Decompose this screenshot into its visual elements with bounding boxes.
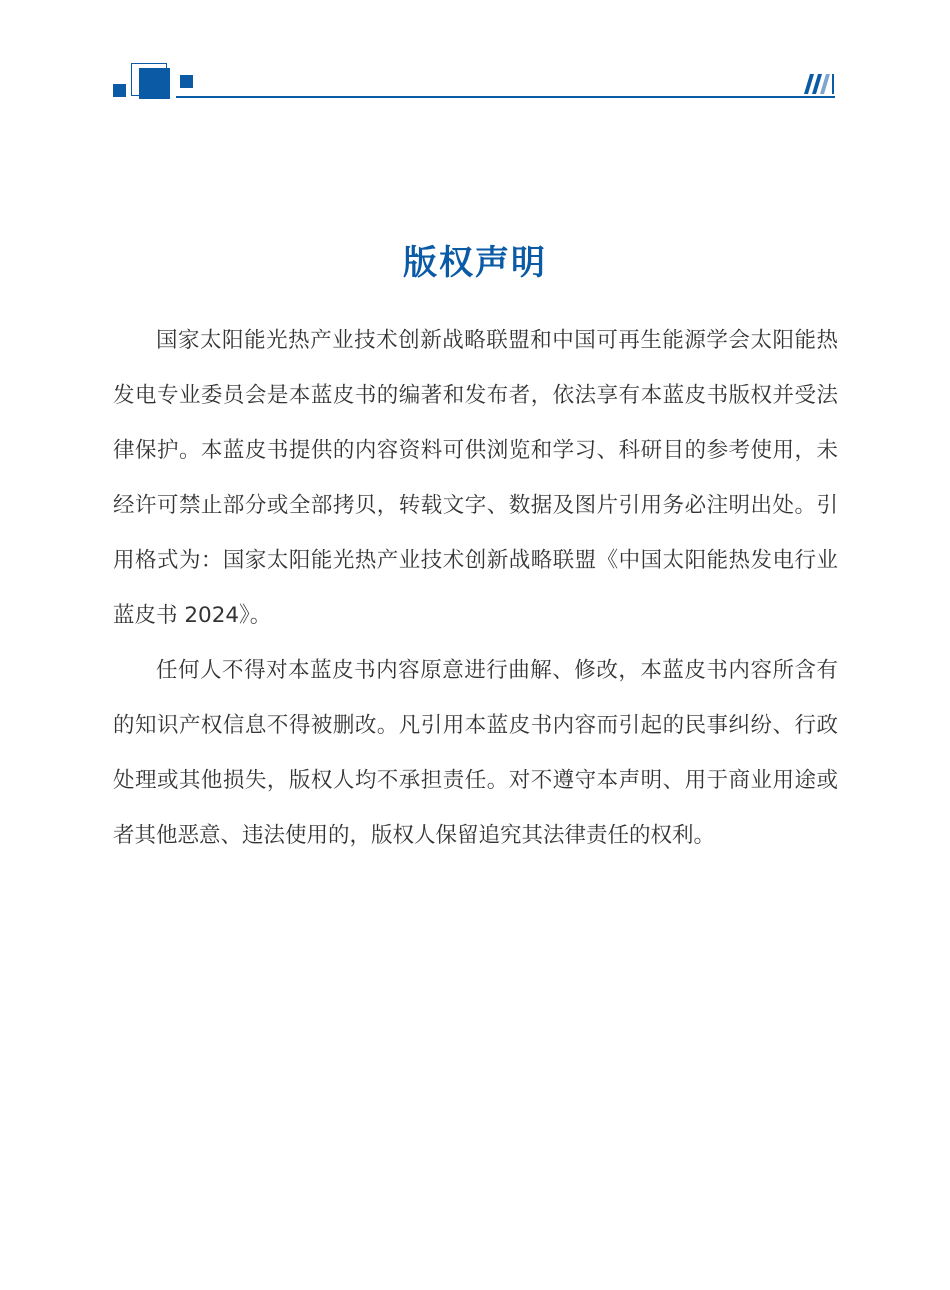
paragraph-1: 国家太阳能光热产业技术创新战略联盟和中国可再生能源学会太阳能热发电专业委员会是本蓝皮书的编著和发布者，依法享有本蓝皮书版权并受法律保护。本蓝皮书提供的内容资料可供浏览和学习、科研目的参考使用，未经许可禁止部分或全部拷贝，转载文字、数据及图片引用务必注明出处。引用格式为：国家太阳能光热产业技术创新战略联盟《中国太阳能热发电行业蓝皮书 2024》。	[113, 328, 838, 628]
copyright-body	[113, 313, 838, 863]
diagonal-stripes-icon	[800, 74, 836, 94]
page-title: 版权声明	[403, 243, 547, 283]
header-rule	[176, 96, 835, 98]
logo-small-square-left	[113, 84, 126, 97]
paragraph-2: 任何人不得对本蓝皮书内容原意进行曲解、修改，本蓝皮书内容所含有的知识产权信息不得被删改。凡引用本蓝皮书内容而引起的民事纠纷、行政处理或其他损失，版权人均不承担责任。对不遵守本声明、用于商业用途或者其他恶意、违法使用的，版权人保留追究其法律责任的权利。	[113, 658, 838, 848]
logo-small-square-right	[180, 75, 193, 88]
logo-big-square	[139, 68, 170, 99]
page-header	[0, 0, 950, 110]
